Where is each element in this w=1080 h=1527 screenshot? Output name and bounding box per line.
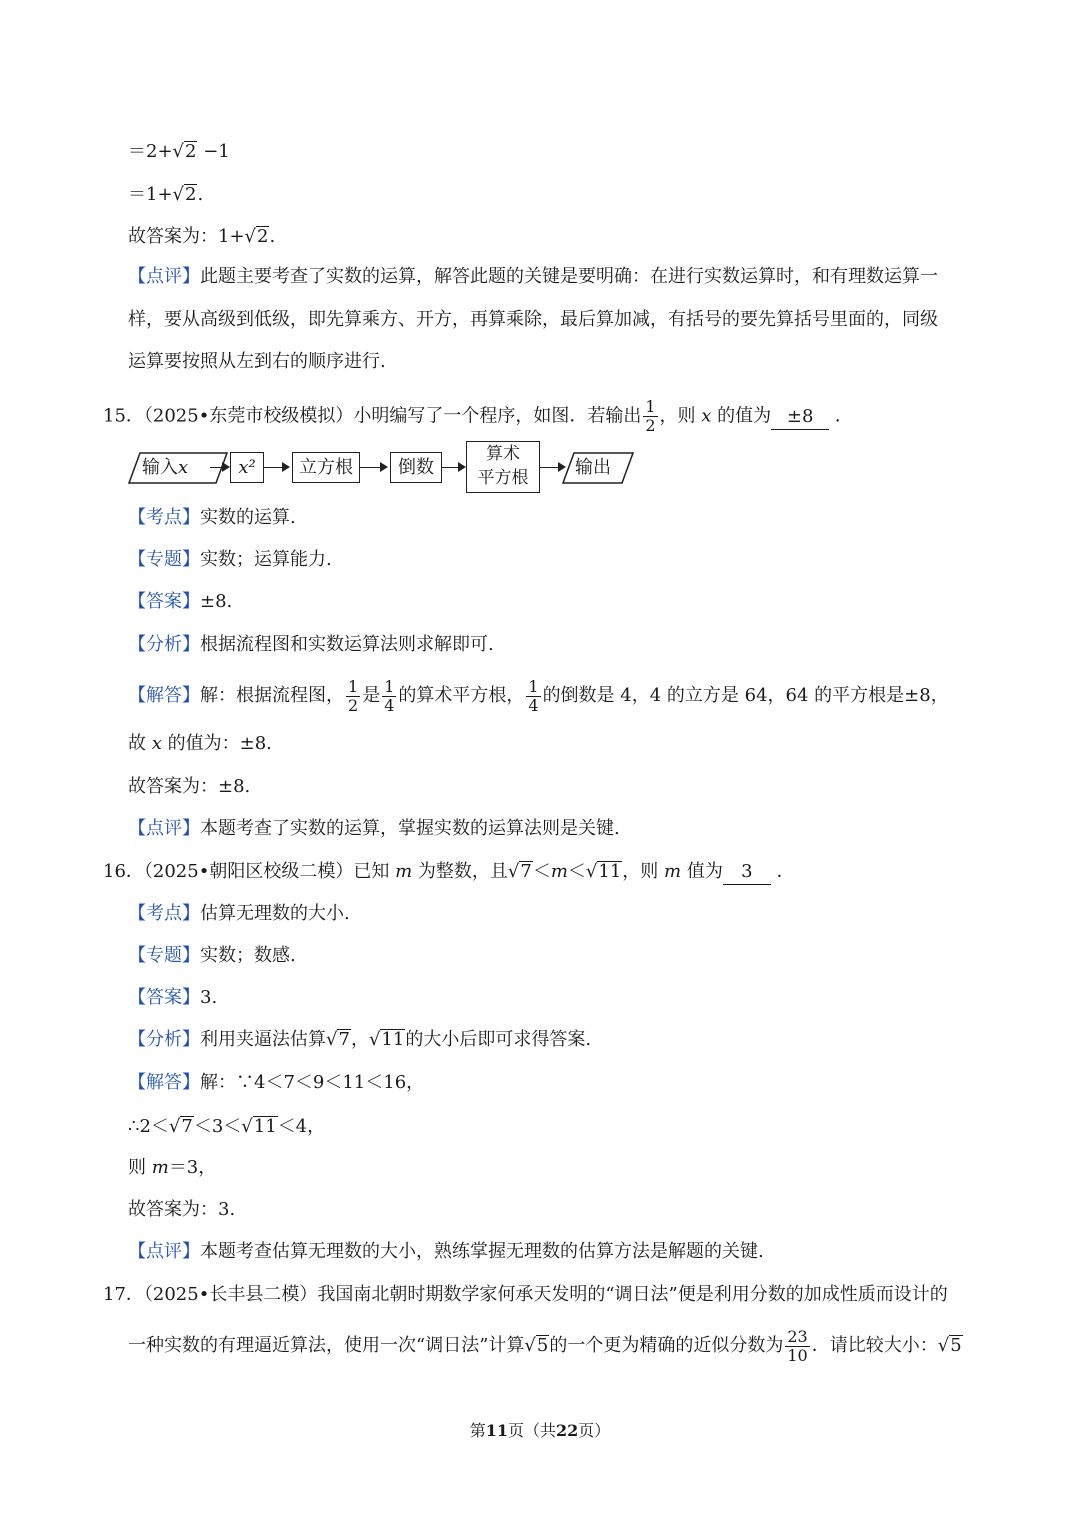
section-tag: 【点评】 bbox=[128, 266, 200, 287]
sqrt-symbol: √2 bbox=[172, 184, 197, 205]
variable: m bbox=[395, 861, 413, 882]
answer-blank: 3 bbox=[723, 860, 771, 885]
numerator: 1 bbox=[645, 397, 656, 416]
text: 故 bbox=[128, 733, 146, 754]
arithmetic-sqrt-box bbox=[466, 441, 540, 493]
text: 的值为 bbox=[717, 405, 772, 427]
text: −1 bbox=[197, 141, 230, 162]
sqrt-symbol: √2 bbox=[244, 226, 269, 247]
text: ＜4， bbox=[277, 1116, 326, 1137]
text: 的算术平方根， bbox=[398, 685, 525, 706]
q15-jieda bbox=[128, 674, 949, 718]
q16-jieda bbox=[128, 1071, 424, 1095]
text: 估算无理数的大小. bbox=[200, 903, 350, 924]
text: 解：根据流程图， bbox=[200, 685, 344, 706]
q15-daan bbox=[128, 590, 232, 614]
page-number: 11 bbox=[485, 1421, 508, 1440]
text: 的一个更为精确的近似分数为 bbox=[549, 1335, 784, 1356]
fraction bbox=[643, 398, 657, 435]
text: 15．（2025•东莞市校级模拟）小明编写了一个程序，如图．若输出 bbox=[103, 405, 642, 427]
text: ＝1+ bbox=[128, 184, 173, 205]
text: ∴2＜ bbox=[128, 1116, 169, 1137]
text: 样，要从高级到低级，即先算乘方、开方，再算乘除，最后算加减，有括号的要先算括号里面的，同级 bbox=[128, 309, 938, 330]
text: 运算要按照从左到右的顺序进行. bbox=[128, 351, 386, 372]
text: 页（共 bbox=[507, 1421, 556, 1440]
text: 的倒数是 4，4 的立方是 64，64 的平方根是±8， bbox=[542, 685, 949, 706]
fraction bbox=[382, 678, 396, 715]
text: 值为 bbox=[686, 861, 723, 882]
variable: x bbox=[178, 457, 189, 478]
section-tag: 【解答】 bbox=[128, 685, 200, 706]
q16-therefore bbox=[128, 1115, 325, 1139]
q14-comment-line-3 bbox=[128, 350, 386, 374]
text: 一种实数的有理逼近算法，使用一次“调日法”计算 bbox=[128, 1335, 525, 1356]
denominator: 2 bbox=[348, 695, 359, 715]
text: ， bbox=[350, 1029, 369, 1050]
section-tag: 【答案】 bbox=[128, 591, 200, 612]
q16-answer bbox=[128, 1198, 235, 1222]
fraction bbox=[346, 678, 360, 715]
square-box: x² bbox=[230, 452, 264, 483]
q16-fenxi bbox=[128, 1028, 591, 1052]
radicand: 2 bbox=[257, 226, 269, 247]
variable: m bbox=[151, 1157, 169, 1178]
denominator: 2 bbox=[645, 416, 656, 435]
text: ，则 bbox=[622, 861, 659, 882]
sqrt-symbol: √5 bbox=[524, 1335, 549, 1356]
text: ． bbox=[776, 861, 795, 882]
arrow-icon bbox=[210, 467, 228, 468]
text: 实数的运算. bbox=[200, 507, 296, 528]
text: 17．（2025•长丰县二模）我国南北朝时期数学家何承天发明的“调日法”便是利用分数的加成性质而设计的 bbox=[103, 1284, 948, 1305]
text: 的值为：±8. bbox=[167, 733, 272, 754]
q15-fenxi bbox=[128, 633, 494, 657]
text: 解：∵4＜7＜9＜11＜16， bbox=[200, 1072, 425, 1093]
numerator: 23 bbox=[787, 1326, 808, 1346]
text: 输入 bbox=[142, 457, 178, 478]
section-tag: 【解答】 bbox=[128, 1072, 200, 1093]
fraction bbox=[526, 678, 540, 715]
sqrt-symbol: √7 bbox=[326, 1029, 350, 1050]
sqrt-symbol: √11 bbox=[368, 1029, 405, 1050]
text: 此题主要考查了实数的运算，解答此题的关键是要明确：在进行实数运算时，和有理数运算一 bbox=[200, 266, 938, 287]
text: 利用夹逼法估算 bbox=[200, 1029, 326, 1050]
q17-stem-line-1 bbox=[103, 1283, 948, 1307]
q15-x-value bbox=[128, 732, 272, 756]
text: ＜3＜ bbox=[193, 1116, 242, 1137]
section-tag: 【答案】 bbox=[128, 987, 200, 1008]
answer-line bbox=[128, 225, 275, 249]
text: 则 bbox=[128, 1157, 146, 1178]
output-label: 输出 bbox=[575, 457, 611, 478]
numerator: 1 bbox=[348, 676, 359, 696]
text: 第 bbox=[469, 1421, 486, 1440]
denominator: 4 bbox=[384, 695, 395, 715]
section-tag: 【考点】 bbox=[128, 507, 200, 528]
denominator: 10 bbox=[787, 1345, 808, 1365]
variable: m bbox=[664, 861, 682, 882]
text: 故答案为：3. bbox=[128, 1199, 236, 1220]
text: 平方根 bbox=[477, 468, 529, 488]
sqrt-symbol: √7 bbox=[507, 861, 532, 882]
input-label bbox=[142, 456, 188, 480]
text: 根据流程图和实数运算法则求解即可. bbox=[200, 634, 494, 655]
q15-zhuanti bbox=[128, 548, 332, 572]
numerator: 1 bbox=[384, 676, 395, 696]
radicand: 5 bbox=[950, 1335, 962, 1356]
text: 为整数，且 bbox=[417, 861, 508, 882]
radicand: 11 bbox=[253, 1116, 277, 1137]
q15-kaodian bbox=[128, 506, 296, 530]
section-tag: 【点评】 bbox=[128, 1241, 200, 1262]
text: ． bbox=[834, 405, 853, 427]
text: . bbox=[269, 226, 276, 247]
radicand: 7 bbox=[181, 1116, 193, 1137]
text: 算术 bbox=[486, 444, 520, 464]
arrow-icon bbox=[360, 467, 386, 468]
q15-dianping bbox=[128, 817, 620, 841]
variable: m bbox=[550, 861, 568, 882]
page-footer bbox=[0, 1418, 1080, 1441]
variable: x bbox=[701, 405, 712, 427]
text: ，则 bbox=[659, 405, 696, 427]
text: 故答案为：±8. bbox=[128, 776, 251, 797]
radicand: 2 bbox=[185, 184, 197, 205]
text: 的大小后即可求得答案. bbox=[405, 1029, 592, 1050]
sqrt-symbol: √5 bbox=[937, 1335, 962, 1356]
radicand: 2 bbox=[185, 141, 197, 162]
sqrt-symbol: √11 bbox=[585, 861, 622, 882]
section-tag: 【分析】 bbox=[128, 634, 200, 655]
arrow-icon bbox=[264, 467, 288, 468]
q17-stem-line-2 bbox=[128, 1324, 963, 1368]
arrow-icon bbox=[540, 467, 564, 468]
variable: x bbox=[151, 733, 162, 754]
q16-m-value bbox=[128, 1156, 216, 1180]
section-tag: 【分析】 bbox=[128, 1029, 200, 1050]
q16-kaodian bbox=[128, 902, 350, 926]
arrow-icon bbox=[442, 467, 464, 468]
q16-stem bbox=[103, 860, 795, 885]
answer-blank: ±8 bbox=[771, 405, 829, 430]
radicand: 11 bbox=[598, 861, 622, 882]
page-total: 22 bbox=[556, 1421, 579, 1440]
cube-root-box: 立方根 bbox=[292, 452, 360, 483]
numerator: 1 bbox=[528, 676, 539, 696]
q14-comment-line-2 bbox=[128, 308, 938, 332]
text: 是 bbox=[362, 685, 381, 706]
text: 3. bbox=[200, 987, 218, 1008]
sqrt-symbol: √2 bbox=[172, 141, 197, 162]
calc-line-1 bbox=[128, 140, 230, 164]
q16-dianping bbox=[128, 1240, 764, 1264]
q15-stem bbox=[103, 398, 853, 435]
text: 本题考查估算无理数的大小，熟练掌握无理数的估算方法是解题的关键. bbox=[200, 1241, 764, 1262]
sqrt-symbol: √7 bbox=[168, 1116, 193, 1137]
calc-line-2 bbox=[128, 183, 203, 207]
text: 倒数 bbox=[398, 457, 434, 478]
fraction bbox=[785, 1328, 809, 1365]
denominator: 4 bbox=[528, 695, 539, 715]
text: ＜ bbox=[532, 861, 551, 882]
text: ＝3， bbox=[168, 1157, 217, 1178]
radicand: 5 bbox=[536, 1335, 549, 1356]
q16-daan bbox=[128, 986, 217, 1010]
q14-comment-line-1 bbox=[128, 265, 938, 289]
q16-zhuanti bbox=[128, 944, 296, 968]
text: 故答案为：1+ bbox=[128, 226, 245, 247]
text: . bbox=[197, 184, 204, 205]
sqrt-symbol: √11 bbox=[241, 1116, 277, 1137]
text: ±8. bbox=[200, 591, 233, 612]
radicand: 11 bbox=[381, 1029, 405, 1050]
reciprocal-box bbox=[390, 452, 442, 483]
section-tag: 【点评】 bbox=[128, 818, 200, 839]
text: 页） bbox=[578, 1421, 611, 1440]
text: 实数；运算能力. bbox=[200, 549, 332, 570]
text: ＜ bbox=[567, 861, 586, 882]
section-tag: 【专题】 bbox=[128, 549, 200, 570]
section-tag: 【专题】 bbox=[128, 945, 200, 966]
q15-answer bbox=[128, 775, 250, 799]
text: 本题考查了实数的运算，掌握实数的运算法则是关键. bbox=[200, 818, 620, 839]
radicand: 7 bbox=[338, 1029, 350, 1050]
text: ＝2+ bbox=[128, 141, 173, 162]
text: ．请比较大小： bbox=[811, 1335, 938, 1356]
section-tag: 【考点】 bbox=[128, 903, 200, 924]
radicand: 7 bbox=[520, 861, 532, 882]
text: 实数；数感. bbox=[200, 945, 296, 966]
text: 16．（2025•朝阳区校级二模）已知 bbox=[103, 861, 390, 882]
